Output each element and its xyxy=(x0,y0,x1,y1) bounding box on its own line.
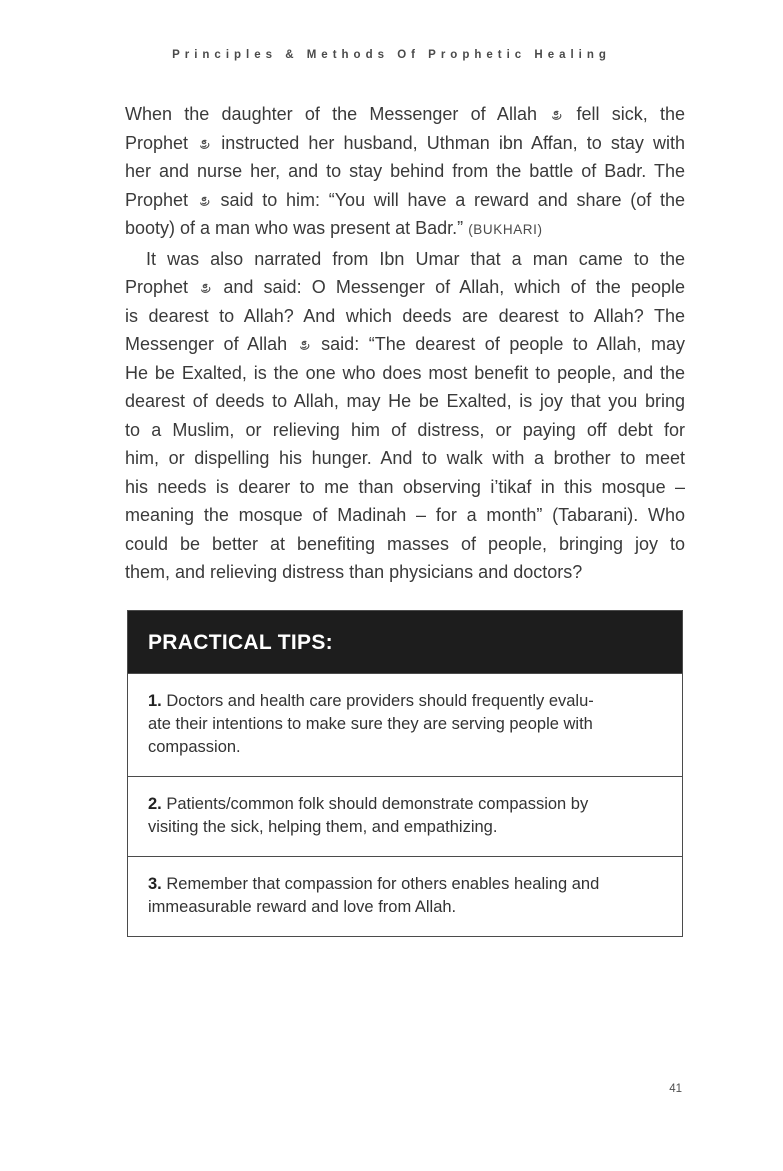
tips-list xyxy=(128,673,682,936)
text-line xyxy=(125,416,685,445)
text-run: He be Exalted, is the one who does most benefit to people, and the xyxy=(125,362,685,383)
text-run: meaning the mosque of Madinah – for a month” (Tabarani). Who xyxy=(125,505,685,525)
body-text xyxy=(125,100,685,587)
text-run: fell sick, the xyxy=(564,104,685,124)
tip-text-line: ate their intentions to make sure they are serving people with xyxy=(148,715,593,733)
text-run: him, or dispelling his hunger. And to walk with a brother to meet xyxy=(125,448,685,468)
citation-source: (BUKHARI) xyxy=(468,222,543,237)
tip-text-line: immeasurable reward and love from Allah. xyxy=(148,898,457,916)
text-line xyxy=(125,359,685,388)
practical-tips-box xyxy=(127,610,683,937)
text-run: Prophet xyxy=(125,189,197,210)
text-line xyxy=(125,245,685,274)
text-run: and said: O Messenger of Allah, which of the people xyxy=(213,277,685,297)
text-line xyxy=(125,129,685,158)
practical-tips-header xyxy=(128,611,682,673)
pbuh-calligraphy-icon xyxy=(298,340,311,351)
text-run: said to him: “You will have a reward and share (of the xyxy=(211,189,685,210)
text-line xyxy=(125,273,685,302)
text-line xyxy=(125,387,685,416)
text-run: could be better at benefiting masses of people, bringing joy to xyxy=(125,533,685,554)
tip-number: 1. xyxy=(148,692,162,710)
text-run: is dearest to Allah? And which deeds are dearest to Allah? The xyxy=(125,305,685,326)
text-run: It was also narrated from Ibn Umar that a man came to the xyxy=(146,248,685,269)
practical-tips-title: PRACTICAL TIPS: xyxy=(148,631,333,654)
text-line xyxy=(125,330,685,359)
page-number: 41 xyxy=(669,1083,682,1095)
text-run: them, and relieving distress than physicians and doctors? xyxy=(125,562,583,582)
text-run: to a Muslim, or relieving him of distress, or paying off debt for xyxy=(125,419,685,440)
tip-text-line: compassion. xyxy=(148,738,241,756)
pbuh-calligraphy-icon xyxy=(198,139,211,150)
text-run: Prophet xyxy=(125,277,199,297)
text-run: said: “The dearest of people to Allah, may xyxy=(311,334,685,354)
text-line xyxy=(125,501,685,530)
text-run: booty) of a man who was present at Badr.” xyxy=(125,218,469,238)
tip-text-line: visiting the sick, helping them, and empathizing. xyxy=(148,818,498,836)
tip-item xyxy=(128,776,682,856)
tip-item xyxy=(128,856,682,936)
text-line xyxy=(125,157,685,186)
text-line xyxy=(125,302,685,331)
paragraph xyxy=(125,100,685,245)
running-header: Principles & Methods Of Prophetic Healing xyxy=(172,49,611,61)
pbuh-calligraphy-icon xyxy=(198,196,211,207)
text-run: dearest of deeds to Allah, may He be Exalted, is joy that you bring xyxy=(125,391,685,411)
tip-item xyxy=(128,673,682,776)
tip-number: 2. xyxy=(148,795,162,813)
paragraph xyxy=(125,245,685,587)
text-run: instructed her husband, Uthman ibn Affan, to stay with xyxy=(212,132,686,153)
text-line xyxy=(125,473,685,502)
text-line xyxy=(125,444,685,473)
tip-text-line: 1. Doctors and health care providers should frequently evalu- xyxy=(148,692,594,710)
text-line xyxy=(125,100,685,129)
text-line xyxy=(125,530,685,559)
text-run: her and nurse her, and to stay behind from the battle of Badr. The xyxy=(125,161,685,181)
text-run: Prophet xyxy=(125,132,198,153)
tip-text-line: 2. Patients/common folk should demonstrate compassion by xyxy=(148,795,589,813)
text-run: his needs is dearer to me than observing i’tikaf in this mosque – xyxy=(125,476,685,497)
pbuh-calligraphy-icon xyxy=(199,283,212,294)
text-line xyxy=(125,186,685,215)
pbuh-calligraphy-icon xyxy=(550,110,563,121)
text-line xyxy=(125,214,685,245)
text-run: Messenger of Allah xyxy=(125,334,297,354)
tip-text-line: 3. Remember that compassion for others enables healing and xyxy=(148,875,600,893)
text-run: When the daughter of the Messenger of Allah xyxy=(125,104,550,124)
text-line xyxy=(125,558,685,587)
tip-number: 3. xyxy=(148,875,162,893)
